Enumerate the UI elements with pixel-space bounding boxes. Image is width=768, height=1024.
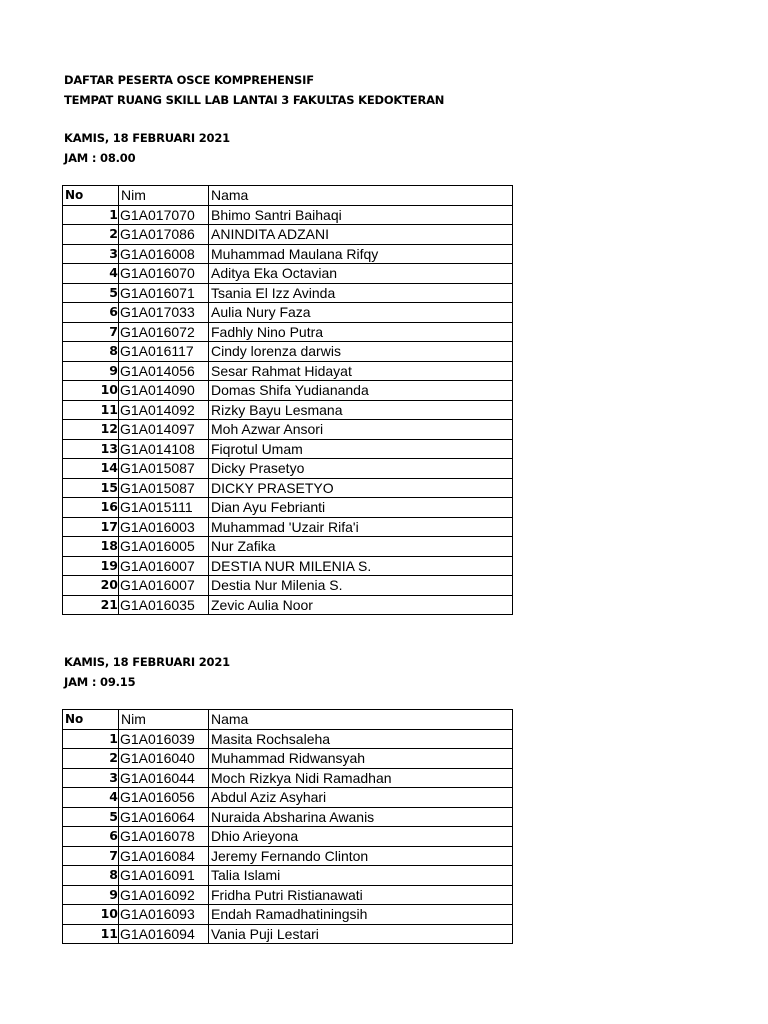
row-number: 4 bbox=[63, 264, 119, 284]
column-header-no: No bbox=[63, 186, 119, 206]
student-nim: G1A014092 bbox=[119, 400, 209, 420]
table-row bbox=[63, 478, 513, 498]
student-nim: G1A015111 bbox=[119, 498, 209, 518]
table-row bbox=[63, 244, 513, 264]
row-number: 1 bbox=[63, 729, 119, 749]
student-name: Muhammad Maulana Rifqy bbox=[209, 244, 513, 264]
row-number: 8 bbox=[63, 342, 119, 362]
student-name: Talia Islami bbox=[209, 866, 513, 886]
row-number: 20 bbox=[63, 576, 119, 596]
column-header-nim: Nim bbox=[119, 710, 209, 730]
student-name: Fadhly Nino Putra bbox=[209, 322, 513, 342]
table-header-row bbox=[63, 710, 513, 730]
student-name: Jeremy Fernando Clinton bbox=[209, 846, 513, 866]
student-nim: G1A014090 bbox=[119, 381, 209, 401]
row-number: 7 bbox=[63, 846, 119, 866]
column-header-nim: Nim bbox=[119, 186, 209, 206]
table-row bbox=[63, 400, 513, 420]
student-name: Fridha Putri Ristianawati bbox=[209, 885, 513, 905]
row-number: 4 bbox=[63, 788, 119, 808]
student-nim: G1A016003 bbox=[119, 517, 209, 537]
student-nim: G1A016007 bbox=[119, 576, 209, 596]
student-name: Cindy lorenza darwis bbox=[209, 342, 513, 362]
row-number: 3 bbox=[63, 768, 119, 788]
student-name: Rizky Bayu Lesmana bbox=[209, 400, 513, 420]
participant-table-session-1 bbox=[62, 185, 513, 615]
student-nim: G1A016056 bbox=[119, 788, 209, 808]
student-nim: G1A014097 bbox=[119, 420, 209, 440]
row-number: 3 bbox=[63, 244, 119, 264]
student-name: Nuraida Absharina Awanis bbox=[209, 807, 513, 827]
student-nim: G1A014056 bbox=[119, 361, 209, 381]
table-row bbox=[63, 866, 513, 886]
row-number: 2 bbox=[63, 749, 119, 769]
student-name: Zevic Aulia Noor bbox=[209, 595, 513, 615]
student-nim: G1A017070 bbox=[119, 205, 209, 225]
student-name: Destia Nur Milenia S. bbox=[209, 576, 513, 596]
table-row bbox=[63, 846, 513, 866]
row-number: 16 bbox=[63, 498, 119, 518]
student-nim: G1A015087 bbox=[119, 459, 209, 479]
student-nim: G1A016040 bbox=[119, 749, 209, 769]
student-name: Nur Zafika bbox=[209, 537, 513, 557]
student-nim: G1A017033 bbox=[119, 303, 209, 323]
table-row bbox=[63, 768, 513, 788]
session-time: JAM : 08.00 bbox=[64, 151, 136, 165]
student-name: Fiqrotul Umam bbox=[209, 439, 513, 459]
table-row bbox=[63, 439, 513, 459]
table-row bbox=[63, 517, 513, 537]
row-number: 6 bbox=[63, 303, 119, 323]
row-number: 19 bbox=[63, 556, 119, 576]
student-name: Muhammad 'Uzair Rifa'i bbox=[209, 517, 513, 537]
table-row bbox=[63, 381, 513, 401]
row-number: 6 bbox=[63, 827, 119, 847]
student-nim: G1A016117 bbox=[119, 342, 209, 362]
row-number: 9 bbox=[63, 885, 119, 905]
student-nim: G1A015087 bbox=[119, 478, 209, 498]
student-name: Vania Puji Lestari bbox=[209, 924, 513, 944]
table-row bbox=[63, 556, 513, 576]
table-row bbox=[63, 342, 513, 362]
session-time: JAM : 09.15 bbox=[64, 675, 136, 689]
table-row bbox=[63, 905, 513, 925]
table-row bbox=[63, 788, 513, 808]
student-nim: G1A016035 bbox=[119, 595, 209, 615]
table-row bbox=[63, 459, 513, 479]
student-name: DESTIA NUR MILENIA S. bbox=[209, 556, 513, 576]
participant-table-session-2 bbox=[62, 709, 513, 944]
document-title: DAFTAR PESERTA OSCE KOMPREHENSIF bbox=[64, 73, 314, 87]
table-header-row bbox=[63, 186, 513, 206]
table-row bbox=[63, 537, 513, 557]
student-nim: G1A016072 bbox=[119, 322, 209, 342]
student-name: Tsania El Izz Avinda bbox=[209, 283, 513, 303]
row-number: 5 bbox=[63, 283, 119, 303]
table-row bbox=[63, 576, 513, 596]
session-date: KAMIS, 18 FEBRUARI 2021 bbox=[64, 655, 230, 669]
row-number: 1 bbox=[63, 205, 119, 225]
row-number: 17 bbox=[63, 517, 119, 537]
row-number: 12 bbox=[63, 420, 119, 440]
student-nim: G1A016091 bbox=[119, 866, 209, 886]
row-number: 10 bbox=[63, 381, 119, 401]
table-row bbox=[63, 303, 513, 323]
row-number: 10 bbox=[63, 905, 119, 925]
table-row bbox=[63, 361, 513, 381]
student-name: Dian Ayu Febrianti bbox=[209, 498, 513, 518]
student-nim: G1A016005 bbox=[119, 537, 209, 557]
student-nim: G1A016064 bbox=[119, 807, 209, 827]
row-number: 8 bbox=[63, 866, 119, 886]
row-number: 11 bbox=[63, 400, 119, 420]
student-name: ANINDITA ADZANI bbox=[209, 225, 513, 245]
table-row bbox=[63, 807, 513, 827]
student-nim: G1A017086 bbox=[119, 225, 209, 245]
row-number: 7 bbox=[63, 322, 119, 342]
row-number: 2 bbox=[63, 225, 119, 245]
student-name: Moch Rizkya Nidi Ramadhan bbox=[209, 768, 513, 788]
table-row bbox=[63, 729, 513, 749]
student-name: Abdul Aziz Asyhari bbox=[209, 788, 513, 808]
student-name: Domas Shifa Yudiananda bbox=[209, 381, 513, 401]
document-location: TEMPAT RUANG SKILL LAB LANTAI 3 FAKULTAS KEDOKTERAN bbox=[64, 93, 445, 107]
student-nim: G1A016044 bbox=[119, 768, 209, 788]
student-nim: G1A016071 bbox=[119, 283, 209, 303]
row-number: 15 bbox=[63, 478, 119, 498]
session-1-header bbox=[64, 128, 230, 168]
row-number: 9 bbox=[63, 361, 119, 381]
table-row bbox=[63, 749, 513, 769]
column-header-nama: Nama bbox=[209, 710, 513, 730]
table-row bbox=[63, 827, 513, 847]
student-nim: G1A016093 bbox=[119, 905, 209, 925]
table-row bbox=[63, 205, 513, 225]
row-number: 5 bbox=[63, 807, 119, 827]
row-number: 18 bbox=[63, 537, 119, 557]
table-row bbox=[63, 264, 513, 284]
student-name: Endah Ramadhatiningsih bbox=[209, 905, 513, 925]
student-name: DICKY PRASETYO bbox=[209, 478, 513, 498]
student-nim: G1A016008 bbox=[119, 244, 209, 264]
column-header-no: No bbox=[63, 710, 119, 730]
table-row bbox=[63, 498, 513, 518]
student-name: Bhimo Santri Baihaqi bbox=[209, 205, 513, 225]
student-nim: G1A016092 bbox=[119, 885, 209, 905]
session-2-header bbox=[64, 652, 230, 692]
student-name: Sesar Rahmat Hidayat bbox=[209, 361, 513, 381]
student-nim: G1A016070 bbox=[119, 264, 209, 284]
document-header bbox=[64, 70, 444, 110]
student-nim: G1A016007 bbox=[119, 556, 209, 576]
table-row bbox=[63, 283, 513, 303]
table-row bbox=[63, 420, 513, 440]
table-row bbox=[63, 924, 513, 944]
student-name: Dicky Prasetyo bbox=[209, 459, 513, 479]
table-row bbox=[63, 595, 513, 615]
student-nim: G1A016094 bbox=[119, 924, 209, 944]
student-nim: G1A016078 bbox=[119, 827, 209, 847]
table-row bbox=[63, 225, 513, 245]
student-name: Dhio Arieyona bbox=[209, 827, 513, 847]
row-number: 13 bbox=[63, 439, 119, 459]
session-date: KAMIS, 18 FEBRUARI 2021 bbox=[64, 131, 230, 145]
table-row bbox=[63, 885, 513, 905]
student-name: Aditya Eka Octavian bbox=[209, 264, 513, 284]
student-name: Moh Azwar Ansori bbox=[209, 420, 513, 440]
row-number: 11 bbox=[63, 924, 119, 944]
student-nim: G1A016039 bbox=[119, 729, 209, 749]
table-row bbox=[63, 322, 513, 342]
student-nim: G1A014108 bbox=[119, 439, 209, 459]
row-number: 14 bbox=[63, 459, 119, 479]
student-name: Masita Rochsaleha bbox=[209, 729, 513, 749]
column-header-nama: Nama bbox=[209, 186, 513, 206]
student-nim: G1A016084 bbox=[119, 846, 209, 866]
row-number: 21 bbox=[63, 595, 119, 615]
student-name: Muhammad Ridwansyah bbox=[209, 749, 513, 769]
student-name: Aulia Nury Faza bbox=[209, 303, 513, 323]
